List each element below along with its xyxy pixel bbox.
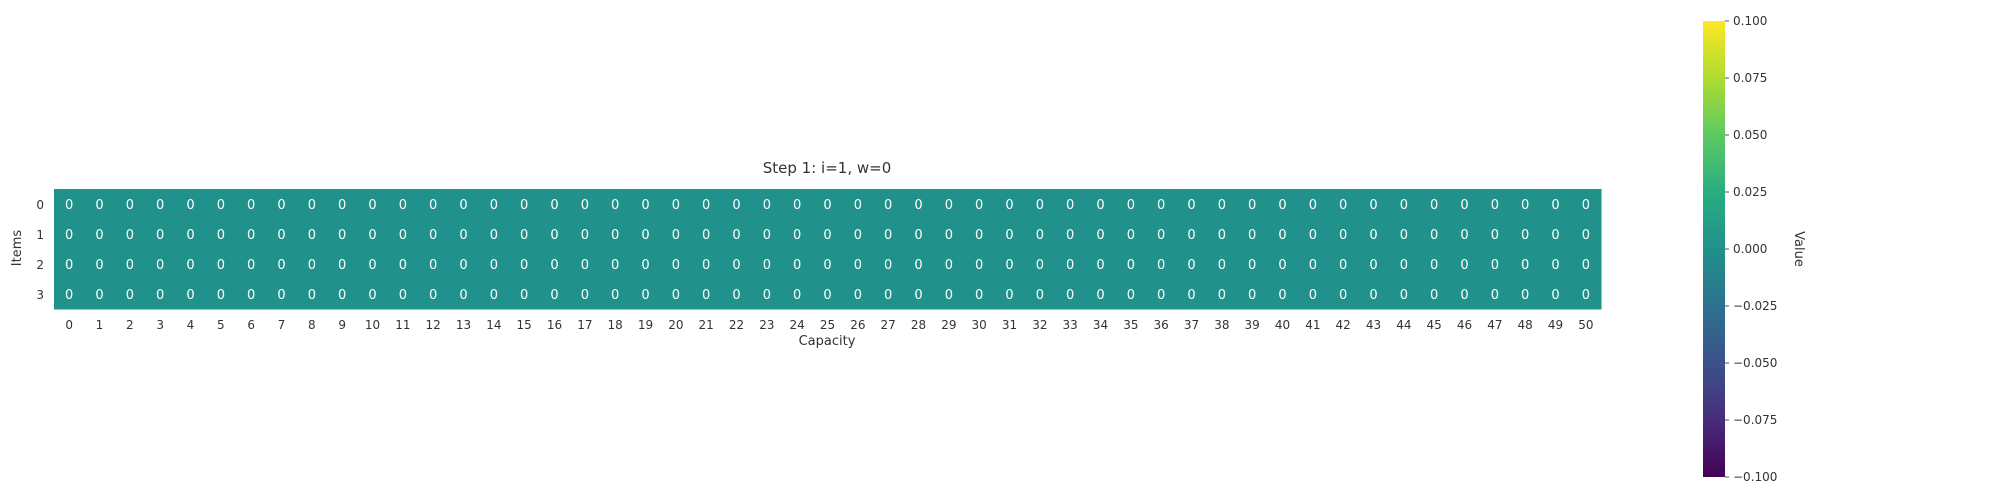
heatmap-cell-value: 0 [580,228,589,243]
heatmap-cell-value: 0 [1126,228,1135,243]
x-tick-label: 31 [1001,318,1018,332]
colorbar-tick-label: −0.075 [1733,413,1778,427]
heatmap-cell-value: 0 [186,288,195,303]
x-tick-label: 33 [1062,318,1078,332]
y-axis-ticks [36,198,44,302]
heatmap-cell-value: 0 [671,198,680,213]
heatmap-cell-value: 0 [65,198,74,213]
x-tick-label: 26 [850,318,866,332]
y-tick-label: 0 [36,198,44,212]
x-tick-label: 42 [1335,318,1351,332]
heatmap-cell-value: 0 [1187,198,1196,213]
heatmap-cell-value: 0 [702,288,711,303]
colorbar-tick-label: −0.100 [1733,470,1778,484]
x-tick-label: 20 [668,318,684,332]
heatmap-cell-value: 0 [429,198,438,213]
heatmap-cell-value: 0 [1035,228,1044,243]
colorbar-tick-label: −0.050 [1733,356,1778,370]
heatmap-cell-value: 0 [944,228,953,243]
x-tick-label: 50 [1578,318,1594,332]
heatmap-cell-value: 0 [125,198,134,213]
heatmap-cell-value: 0 [368,198,377,213]
x-tick-label: 14 [486,318,502,332]
heatmap-cell-value: 0 [216,228,225,243]
heatmap-cell-value: 0 [671,228,680,243]
heatmap-cell-value: 0 [1399,228,1408,243]
heatmap-cell-value: 0 [1035,288,1044,303]
heatmap-cell-value: 0 [671,258,680,273]
heatmap-cell-value: 0 [156,258,165,273]
heatmap-cell-value: 0 [277,258,286,273]
heatmap-cell-value: 0 [611,288,620,303]
heatmap-cell-value: 0 [732,288,741,303]
heatmap-cell-value: 0 [550,258,559,273]
heatmap-cell-value: 0 [1460,198,1469,213]
x-tick-label: 44 [1396,318,1412,332]
heatmap-cell-value: 0 [186,228,195,243]
x-axis-ticks [65,318,1593,332]
heatmap-cell-value: 0 [1035,258,1044,273]
colorbar-tick-label: 0.025 [1733,185,1768,199]
heatmap-cell-value: 0 [520,258,529,273]
heatmap-cell-value: 0 [368,258,377,273]
x-tick-label: 48 [1517,318,1533,332]
heatmap-cell-value: 0 [732,258,741,273]
heatmap-cell-value: 0 [216,288,225,303]
heatmap-cell-value: 0 [489,228,498,243]
colorbar-tick-label: 0.050 [1733,128,1768,142]
x-tick-label: 11 [395,318,411,332]
heatmap-cell-value: 0 [489,198,498,213]
heatmap-cell-value: 0 [1157,288,1166,303]
heatmap-cell-value: 0 [1308,258,1317,273]
heatmap-cell-value: 0 [1399,258,1408,273]
heatmap-cell-value: 0 [550,288,559,303]
heatmap-cell-value: 0 [1248,198,1257,213]
heatmap-cell-value: 0 [1096,288,1105,303]
heatmap-cell-value: 0 [1308,198,1317,213]
heatmap-cell-value: 0 [914,288,923,303]
heatmap-cell-value: 0 [1581,198,1590,213]
heatmap-cell-value: 0 [762,228,771,243]
heatmap-cell-value: 0 [520,228,529,243]
x-tick-label: 39 [1244,318,1260,332]
heatmap-cell-value: 0 [580,288,589,303]
x-tick-label: 2 [126,318,134,332]
heatmap-cell-value: 0 [156,288,165,303]
heatmap-cell-value: 0 [853,288,862,303]
heatmap-cell-value: 0 [793,198,802,213]
heatmap-cell-value: 0 [1005,228,1014,243]
heatmap-cell-value: 0 [944,288,953,303]
heatmap-cell-value: 0 [793,228,802,243]
heatmap-cell-value: 0 [732,198,741,213]
heatmap-cell-value: 0 [368,288,377,303]
heatmap-cell-value: 0 [914,258,923,273]
x-tick-label: 3 [156,318,164,332]
x-tick-label: 22 [728,318,745,332]
x-tick-label: 18 [607,318,623,332]
heatmap-cell-value: 0 [1217,258,1226,273]
heatmap-cell-value: 0 [823,228,832,243]
heatmap-cell-value: 0 [1005,258,1014,273]
heatmap-cell-value: 0 [1551,288,1560,303]
heatmap-cell-value: 0 [823,198,832,213]
x-tick-label: 8 [308,318,316,332]
heatmap-cell-value: 0 [914,228,923,243]
heatmap-cell-value: 0 [1066,288,1075,303]
x-tick-label: 27 [880,318,896,332]
heatmap-cell-value: 0 [1278,228,1287,243]
heatmap-cell-value: 0 [1551,198,1560,213]
x-tick-label: 9 [338,318,346,332]
heatmap-cell-value: 0 [307,228,316,243]
heatmap-cell-value: 0 [1187,288,1196,303]
heatmap-cell-value: 0 [489,288,498,303]
heatmap-cell-value: 0 [975,258,984,273]
x-tick-label: 29 [941,318,957,332]
heatmap-cell-value: 0 [1430,198,1439,213]
colorbar-tick-label: 0.100 [1733,14,1768,28]
heatmap-cell-value: 0 [793,258,802,273]
heatmap-cell-value: 0 [1521,288,1530,303]
heatmap-cell-value: 0 [1339,228,1348,243]
heatmap-cell-value: 0 [550,228,559,243]
heatmap-cell-value: 0 [459,228,468,243]
heatmap-cell-value: 0 [975,288,984,303]
heatmap-cell-value: 0 [1308,228,1317,243]
heatmap-cell-value: 0 [398,258,407,273]
heatmap-cell-value: 0 [1157,198,1166,213]
x-axis-label: Capacity [798,334,856,349]
x-tick-label: 21 [698,318,714,332]
heatmap-cell-value: 0 [125,288,134,303]
x-tick-label: 47 [1487,318,1503,332]
heatmap-cell-value: 0 [307,258,316,273]
heatmap-cell-value: 0 [125,228,134,243]
x-tick-label: 15 [516,318,532,332]
heatmap-cell-value: 0 [247,258,256,273]
heatmap-cell-value: 0 [1126,258,1135,273]
heatmap-cell-value: 0 [1521,258,1530,273]
y-axis-label: Items [10,229,25,267]
heatmap-cell-value: 0 [641,258,650,273]
heatmap-cell-value: 0 [702,198,711,213]
heatmap-cell-value: 0 [1490,198,1499,213]
heatmap-cell-value: 0 [944,198,953,213]
heatmap-cell-value: 0 [459,258,468,273]
colorbar-tick-label: 0.000 [1733,242,1768,256]
heatmap-cell-value: 0 [520,288,529,303]
heatmap-cell-value: 0 [156,198,165,213]
heatmap-cell-value: 0 [1248,228,1257,243]
x-tick-label: 32 [1032,318,1048,332]
heatmap-cell-value: 0 [95,198,104,213]
heatmap-cell-value: 0 [853,198,862,213]
heatmap-cell-value: 0 [1126,198,1135,213]
heatmap-cell-value: 0 [186,258,195,273]
heatmap-cell-value: 0 [1460,228,1469,243]
colorbar-tick-label: −0.025 [1733,299,1778,313]
heatmap-cell-value: 0 [368,228,377,243]
heatmap-cell-value: 0 [1217,288,1226,303]
heatmap-cell-value: 0 [853,228,862,243]
heatmap-cell-value: 0 [641,288,650,303]
heatmap-cell-value: 0 [1490,258,1499,273]
heatmap-cell-value: 0 [247,198,256,213]
heatmap-cell-value: 0 [1521,228,1530,243]
x-tick-label: 41 [1305,318,1321,332]
heatmap-cell-value: 0 [884,258,893,273]
x-tick-label: 7 [277,318,286,332]
heatmap-cell-value: 0 [489,258,498,273]
heatmap-cell-value: 0 [1005,288,1014,303]
x-tick-label: 25 [819,318,836,332]
heatmap-cell-value: 0 [1399,198,1408,213]
x-tick-label: 46 [1456,318,1473,332]
heatmap-cell-value: 0 [1278,288,1287,303]
heatmap-cell-value: 0 [247,288,256,303]
heatmap-cell-value: 0 [1096,198,1105,213]
y-tick-label: 3 [36,288,44,302]
heatmap-cell-value: 0 [641,228,650,243]
heatmap-cell-value: 0 [762,288,771,303]
heatmap-cell-value: 0 [95,228,104,243]
x-tick-label: 37 [1183,318,1200,332]
heatmap-cell-value: 0 [1581,228,1590,243]
heatmap-cell-value: 0 [1521,198,1530,213]
heatmap-cell-value: 0 [1248,258,1257,273]
heatmap-cell-value: 0 [459,198,468,213]
heatmap-cell-value: 0 [1217,198,1226,213]
heatmap-cell-value: 0 [1005,198,1014,213]
heatmap-cell-value: 0 [611,258,620,273]
heatmap-cell-value: 0 [550,198,559,213]
heatmap-cell-value: 0 [702,228,711,243]
heatmap-cell-value: 0 [1490,288,1499,303]
heatmap-cell-value: 0 [1339,198,1348,213]
x-tick-label: 24 [789,318,805,332]
x-tick-label: 23 [759,318,775,332]
x-tick-label: 0 [65,318,73,332]
heatmap-cell-value: 0 [1399,288,1408,303]
heatmap-cell-value: 0 [1460,288,1469,303]
heatmap-cell-value: 0 [1460,258,1469,273]
heatmap-cell-value: 0 [1066,198,1075,213]
heatmap-cell-value: 0 [1369,198,1378,213]
heatmap-cell-value: 0 [1248,288,1257,303]
heatmap-cell-value: 0 [975,198,984,213]
colorbar-tick-label: 0.075 [1733,71,1768,85]
heatmap-cell-value: 0 [884,198,893,213]
heatmap-cell-value: 0 [65,258,74,273]
heatmap-cell-value: 0 [762,258,771,273]
heatmap-cell-value: 0 [611,198,620,213]
heatmap-cell-value: 0 [1339,258,1348,273]
heatmap-cell-value: 0 [277,228,286,243]
heatmap-cell-value: 0 [1551,258,1560,273]
heatmap-cell-value: 0 [156,228,165,243]
x-tick-label: 16 [546,318,563,332]
heatmap-cell-value: 0 [580,258,589,273]
x-tick-label: 17 [577,318,593,332]
heatmap-cell-value: 0 [823,258,832,273]
heatmap-cell-value: 0 [459,288,468,303]
heatmap-cell-value: 0 [186,198,195,213]
heatmap-cell-value: 0 [1581,258,1590,273]
heatmap-cell-value: 0 [338,288,347,303]
heatmap-cell-value: 0 [216,198,225,213]
heatmap-cell-value: 0 [762,198,771,213]
x-tick-label: 5 [217,318,225,332]
y-tick-label: 2 [36,258,44,272]
heatmap-cell-value: 0 [1278,258,1287,273]
x-tick-label: 40 [1274,318,1291,332]
heatmap-cell-value: 0 [65,228,74,243]
x-tick-label: 12 [425,318,441,332]
heatmap-cell-value: 0 [65,288,74,303]
heatmap-cell-value: 0 [1157,258,1166,273]
heatmap-cell-value: 0 [702,258,711,273]
y-tick-label: 1 [36,228,44,242]
heatmap-cell-value: 0 [307,198,316,213]
chart-title: Step 1: i=1, w=0 [762,159,892,177]
heatmap-cell-value: 0 [671,288,680,303]
heatmap-cell-value: 0 [247,228,256,243]
heatmap-cell-value: 0 [95,258,104,273]
heatmap-cell-value: 0 [95,288,104,303]
heatmap-cell-value: 0 [520,198,529,213]
x-tick-label: 19 [637,318,654,332]
x-tick-label: 4 [186,318,195,332]
heatmap-cell-value: 0 [1096,228,1105,243]
heatmap-cell-value: 0 [1369,258,1378,273]
heatmap-cell-value: 0 [125,258,134,273]
heatmap-cell-value: 0 [1581,288,1590,303]
heatmap-cell-value: 0 [853,258,862,273]
x-tick-label: 35 [1123,318,1139,332]
heatmap-cell-value: 0 [1430,228,1439,243]
heatmap-cell-value: 0 [1551,228,1560,243]
heatmap-cell-value: 0 [641,198,650,213]
x-tick-label: 34 [1092,318,1109,332]
heatmap-cell-value: 0 [1430,258,1439,273]
heatmap-cell-value: 0 [1490,228,1499,243]
heatmap-cell-value: 0 [1278,198,1287,213]
heatmap-cell-value: 0 [1066,258,1075,273]
heatmap-cell-value: 0 [1369,288,1378,303]
heatmap-cell-value: 0 [944,258,953,273]
x-tick-label: 38 [1214,318,1230,332]
x-tick-label: 10 [364,318,381,332]
x-tick-label: 13 [455,318,472,332]
heatmap-cell-value: 0 [1430,288,1439,303]
heatmap-cell-value: 0 [1339,288,1348,303]
x-tick-label: 6 [247,318,255,332]
heatmap-cell-value: 0 [429,258,438,273]
heatmap-cell-value: 0 [277,288,286,303]
heatmap-cell-value: 0 [1187,258,1196,273]
heatmap-cell-value: 0 [277,198,286,213]
heatmap-cell-value: 0 [1096,258,1105,273]
colorbar [1703,21,1725,477]
heatmap-cell-value: 0 [1126,288,1135,303]
heatmap-cell-value: 0 [975,228,984,243]
heatmap-cell-value: 0 [429,288,438,303]
heatmap-cell-value: 0 [398,288,407,303]
heatmap-cell-value: 0 [398,198,407,213]
heatmap-cell-value: 0 [338,228,347,243]
heatmap-cell-value: 0 [338,198,347,213]
x-tick-label: 30 [971,318,987,332]
heatmap-cell-value: 0 [732,228,741,243]
x-tick-label: 45 [1426,318,1442,332]
heatmap-cell-value: 0 [884,228,893,243]
heatmap-cell-value: 0 [338,258,347,273]
heatmap-cell-value: 0 [611,228,620,243]
x-tick-label: 36 [1153,318,1169,332]
heatmap-cell-value: 0 [793,288,802,303]
heatmap-cell-value: 0 [1035,198,1044,213]
heatmap-cell-value: 0 [914,198,923,213]
heatmap-cell-value: 0 [1217,228,1226,243]
x-tick-label: 49 [1547,318,1564,332]
heatmap-cell-value: 0 [1187,228,1196,243]
heatmap-cell-value: 0 [216,258,225,273]
heatmap-cell-value: 0 [1157,228,1166,243]
heatmap-cell-value: 0 [429,228,438,243]
colorbar-ticks [1725,14,1777,484]
colorbar-label: Value [1791,231,1806,267]
heatmap-cell-value: 0 [1369,228,1378,243]
x-tick-label: 1 [95,318,104,332]
heatmap-cell-value: 0 [580,198,589,213]
heatmap-cell-value: 0 [823,288,832,303]
heatmap-cell-value: 0 [398,228,407,243]
heatmap-cell-value: 0 [1308,288,1317,303]
heatmap-cell-value: 0 [307,288,316,303]
x-tick-label: 43 [1365,318,1382,332]
heatmap-cell-value: 0 [884,288,893,303]
heatmap-cell-value: 0 [1066,228,1075,243]
x-tick-label: 28 [910,318,927,332]
